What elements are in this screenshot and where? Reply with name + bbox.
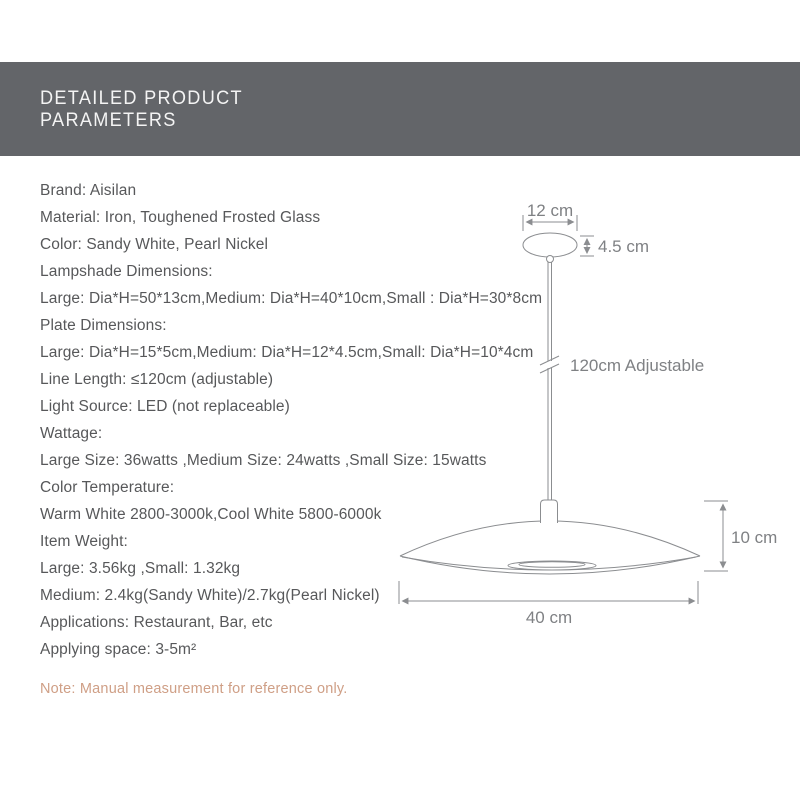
spec-line-color: Color: Sandy White, Pearl Nickel [40, 236, 269, 253]
spec-line-lampshade-dims: Lampshade Dimensions: [40, 263, 213, 280]
shade-top-curve [400, 521, 700, 556]
spec-line-applying-space: Applying space: 3-5m² [40, 641, 197, 658]
shade-width-label: 40 cm [525, 608, 573, 627]
spec-line-wattage: Wattage: [40, 425, 103, 442]
spec-line-item-weight: Item Weight: [40, 533, 128, 550]
canopy-width-dimension [523, 201, 577, 231]
shade-height-dimension [704, 501, 777, 571]
spec-line-plate-sizes: Large: Dia*H=15*5cm,Medium: Dia*H=12*4.5cm,Small: Dia*H=10*4cm [40, 344, 534, 361]
suspension-wire [548, 262, 552, 500]
cord-connector [541, 500, 558, 523]
section-title-line2: PARAMETERS [40, 109, 177, 131]
cord-length-label: 120cm Adjustable [570, 356, 705, 375]
spec-line-wattage-sizes: Large Size: 36watts ,Medium Size: 24watts ,Small Size: 15watts [40, 452, 487, 469]
spec-line-color-temp: Color Temperature: [40, 479, 175, 496]
shade-width-dimension [399, 581, 698, 627]
spec-line-color-temp-vals: Warm White 2800-3000k,Cool White 5800-6000k [40, 506, 382, 523]
spec-line-line-length: Line Length: ≤120cm (adjustable) [40, 371, 274, 388]
lamp-shade [400, 521, 700, 574]
canopy-width-label: 12 cm [526, 201, 574, 220]
canopy-height-label: 4.5 cm [598, 237, 650, 256]
cord-grip [547, 256, 554, 263]
measurement-note: Note: Manual measurement for reference only. [40, 681, 348, 697]
section-title-line1: DETAILED PRODUCT [40, 87, 243, 109]
shade-height-label: 10 cm [731, 528, 778, 547]
wire-break-mark [540, 356, 559, 373]
canopy-height-dimension [580, 236, 649, 256]
spec-line-applications: Applications: Restaurant, Bar, etc [40, 614, 273, 631]
spec-line-light-source: Light Source: LED (not replaceable) [40, 398, 290, 415]
ceiling-canopy [523, 233, 577, 263]
spec-line-material: Material: Iron, Toughened Frosted Glass [40, 209, 321, 226]
spec-line-brand: Brand: Aisilan [40, 182, 137, 199]
spec-line-plate-dims: Plate Dimensions: [40, 317, 167, 334]
spec-line-weight-medium: Medium: 2.4kg(Sandy White)/2.7kg(Pearl Nickel) [40, 587, 380, 604]
spec-line-weight-large: Large: 3.56kg ,Small: 1.32kg [40, 560, 241, 577]
spec-line-lampshade-sizes: Large: Dia*H=50*13cm,Medium: Dia*H=40*10cm,Small : Dia*H=30*8cm [40, 290, 543, 307]
